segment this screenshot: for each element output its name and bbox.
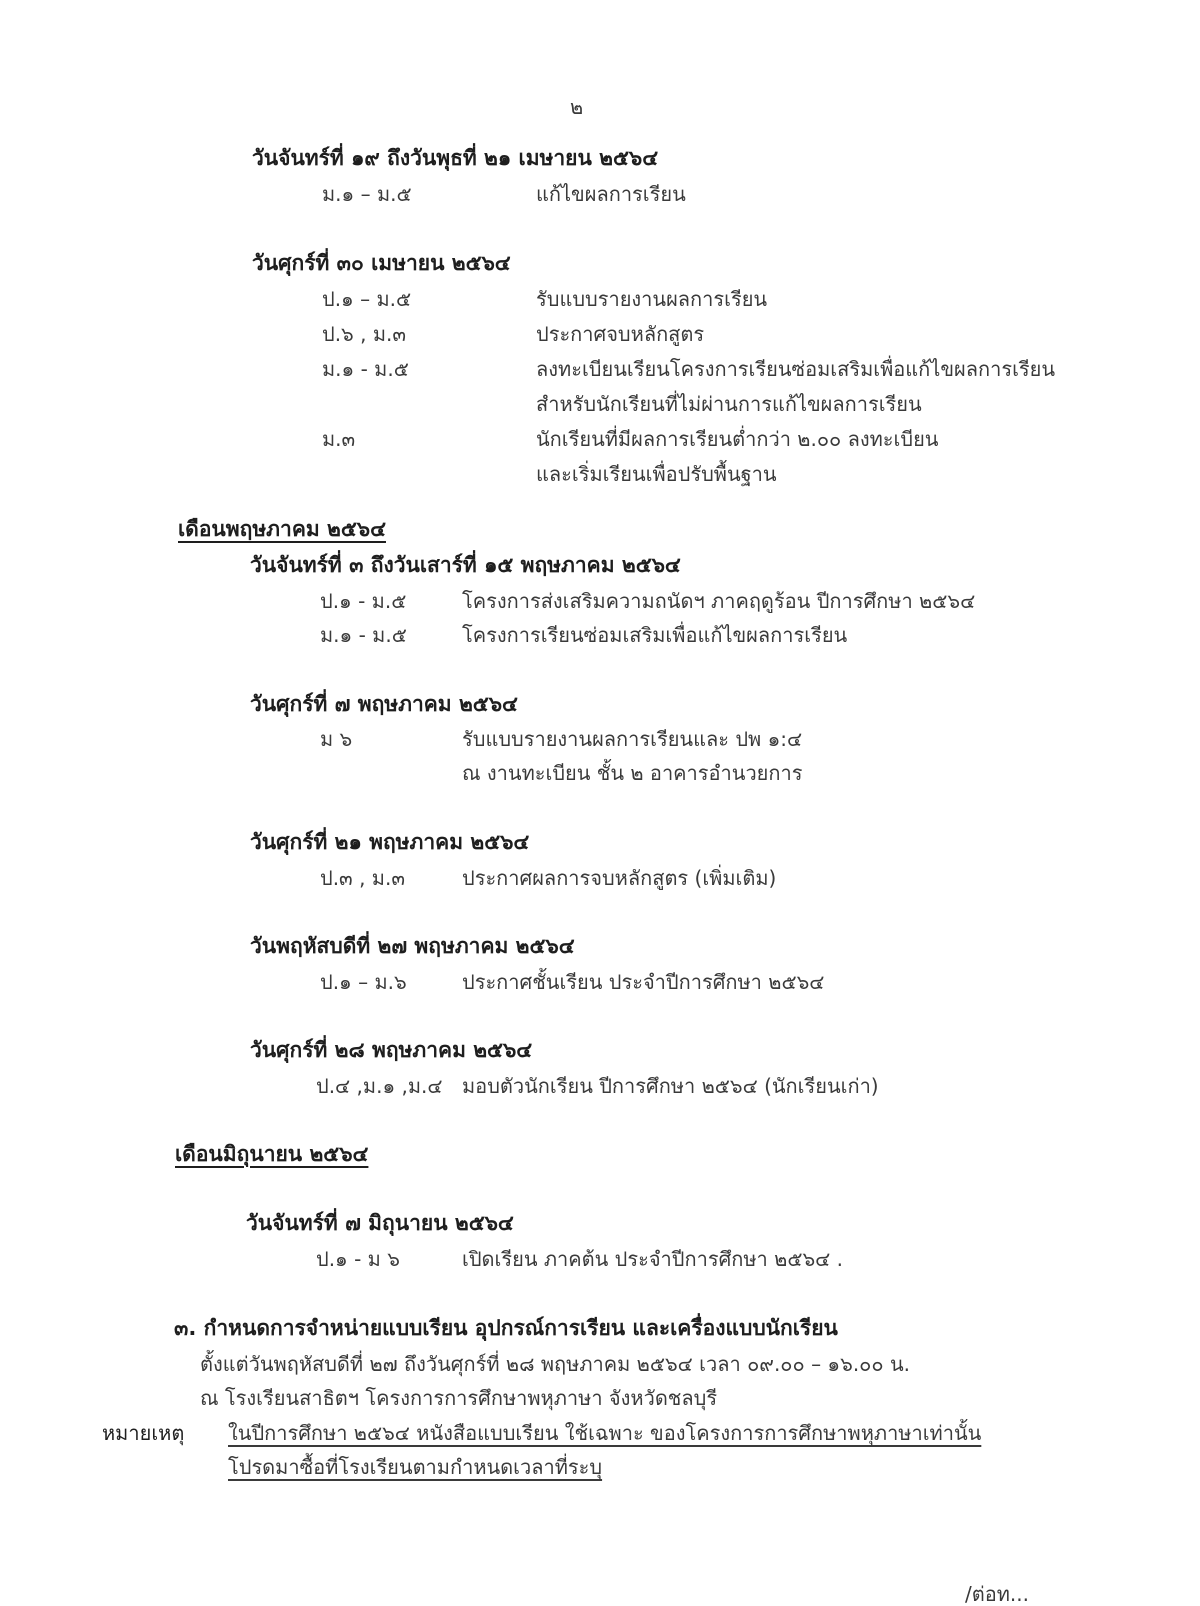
activity-text: สำหรับนักเรียนที่ไม่ผ่านการแก้ไขผลการเรียน	[536, 392, 922, 416]
grade-range: ม.๑ - ม.๕	[320, 623, 407, 647]
note-text: โปรดมาซื้อที่โรงเรียนตามกำหนดเวลาที่ระบุ	[228, 1455, 603, 1479]
grade-range: ป.๓ , ม.๓	[320, 866, 406, 890]
date-heading: วันพฤหัสบดีที่ ๒๗ พฤษภาคม ๒๕๖๔	[250, 934, 575, 958]
grade-range: ป.๖ , ม.๓	[322, 322, 407, 346]
grade-range: ป.๑ – ม.๖	[320, 970, 407, 994]
activity-text: ณ งานทะเบียน ชั้น ๒ อาคารอำนวยการ	[462, 761, 803, 785]
activity-text: และเริ่มเรียนเพื่อปรับพื้นฐาน	[536, 462, 777, 486]
activity-text: โครงการส่งเสริมความถนัดฯ ภาคฤดูร้อน ปีการศึกษา ๒๕๖๔	[462, 589, 976, 613]
month-heading: เดือนพฤษภาคม ๒๕๖๔	[178, 517, 386, 541]
activity-text: เปิดเรียน ภาคต้น ประจำปีการศึกษา ๒๕๖๔ .	[462, 1247, 844, 1271]
activity-text: ประกาศชั้นเรียน ประจำปีการศึกษา ๒๕๖๔	[462, 970, 825, 994]
note-label: หมายเหตุ	[102, 1421, 185, 1445]
activity-text: รับแบบรายงานผลการเรียนและ ปพ ๑:๔	[462, 727, 803, 751]
grade-range: ม.๓	[322, 427, 356, 451]
activity-text: รับแบบรายงานผลการเรียน	[536, 287, 768, 311]
note-text: ในปีการศึกษา ๒๕๖๔ หนังสือแบบเรียน ใช้เฉพาะ ของโครงการการศึกษาพหุภาษาเท่านั้น	[228, 1421, 982, 1445]
date-heading: วันศุกร์ที่ ๒๘ พฤษภาคม ๒๕๖๔	[250, 1038, 533, 1062]
grade-range: ม.๑ - ม.๕	[322, 357, 409, 381]
continuation-marker: /ต่อท...	[965, 1582, 1029, 1606]
activity-text: มอบตัวนักเรียน ปีการศึกษา ๒๕๖๔ (นักเรียนเก่า)	[462, 1074, 879, 1098]
section-heading: ๓. กำหนดการจำหน่ายแบบเรียน อุปกรณ์การเรียน และเครื่องแบบนักเรียน	[174, 1316, 838, 1340]
activity-text: แก้ไขผลการเรียน	[536, 182, 686, 206]
grade-range: ม ๖	[320, 727, 353, 751]
section-text: ตั้งแต่วันพฤหัสบดีที่ ๒๗ ถึงวันศุกร์ที่ ๒๘ พฤษภาคม ๒๕๖๔ เวลา ๐๙.๐๐ – ๑๖.๐๐ น.	[200, 1352, 910, 1376]
grade-range: ป.๔ ,ม.๑ ,ม.๔	[316, 1074, 443, 1098]
activity-text: ประกาศจบหลักสูตร	[536, 322, 705, 346]
activity-text: ลงทะเบียนเรียนโครงการเรียนซ่อมเสริมเพื่อแก้ไขผลการเรียน	[536, 357, 1056, 381]
date-heading: วันจันทร์ที่ ๓ ถึงวันเสาร์ที่ ๑๕ พฤษภาคม ๒๕๖๔	[250, 553, 681, 577]
grade-range: ม.๑ – ม.๕	[322, 182, 412, 206]
date-heading: วันศุกร์ที่ ๒๑ พฤษภาคม ๒๕๖๔	[250, 830, 530, 854]
activity-text: ประกาศผลการจบหลักสูตร (เพิ่มเติม)	[462, 866, 777, 890]
section-text: ณ โรงเรียนสาธิตฯ โครงการการศึกษาพหุภาษา จังหวัดชลบุรี	[200, 1386, 718, 1410]
grade-range: ป.๑ – ม.๕	[322, 287, 412, 311]
activity-text: นักเรียนที่มีผลการเรียนต่ำกว่า ๒.๐๐ ลงทะเบียน	[536, 427, 939, 451]
date-heading: วันจันทร์ที่ ๗ มิถุนายน ๒๕๖๔	[246, 1211, 514, 1235]
date-heading: วันจันทร์ที่ ๑๙ ถึงวันพุธที่ ๒๑ เมษายน ๒๕๖๔	[252, 146, 659, 170]
date-heading: วันศุกร์ที่ ๗ พฤษภาคม ๒๕๖๔	[250, 692, 518, 716]
activity-text: โครงการเรียนซ่อมเสริมเพื่อแก้ไขผลการเรียน	[462, 623, 848, 647]
grade-range: ป.๑ - ม ๖	[316, 1247, 400, 1271]
month-heading: เดือนมิถุนายน ๒๕๖๔	[175, 1142, 369, 1166]
page-number: ๒	[570, 95, 584, 119]
grade-range: ป.๑ - ม.๕	[320, 589, 407, 613]
date-heading: วันศุกร์ที่ ๓๐ เมษายน ๒๕๖๔	[252, 251, 511, 275]
